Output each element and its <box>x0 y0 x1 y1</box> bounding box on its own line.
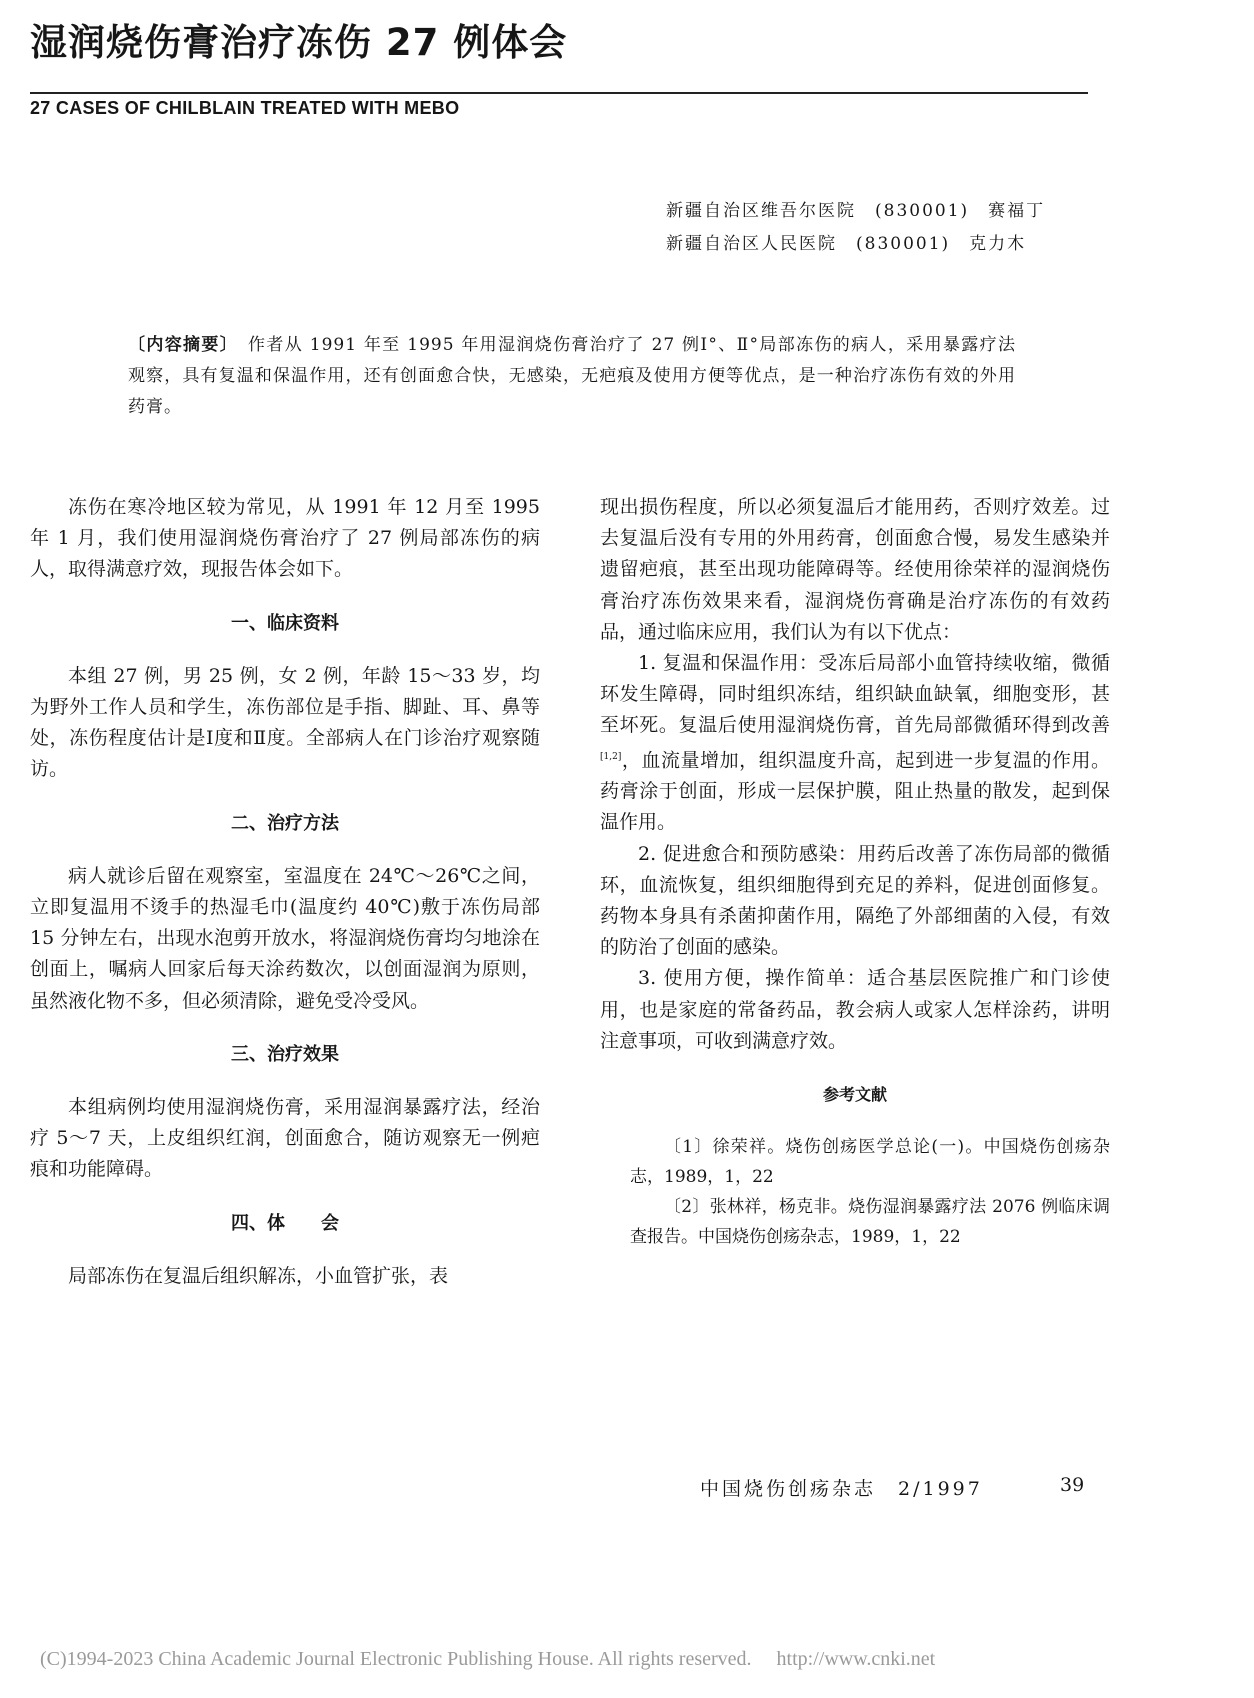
section-1-paragraph: 本组 27 例，男 25 例，女 2 例，年龄 15～33 岁，均为野外工作人员和学生，冻伤部位是手指、脚趾、耳、鼻等处，冻伤程度估计是Ⅰ度和Ⅱ度。全部病人在门诊治疗观察随访。 <box>30 664 540 781</box>
footer-journal: 中国烧伤创疡杂志 2/1997 <box>700 1478 983 1500</box>
section-3-paragraph: 本组病例均使用湿润烧伤膏，采用湿润暴露疗法，经治疗 5～7 天，上皮组织红润，创面愈合，随访观察无一例疤痕和功能障碍。 <box>30 1096 540 1181</box>
reference-2: 〔2〕张林祥，杨克非。烧伤湿润暴露疗法 2076 例临床调查报告。中国烧伤创疡杂志，1989，1，22 <box>630 1197 1110 1248</box>
references-heading: 参考文献 <box>822 1084 887 1104</box>
advantage-1-text: 1. 复温和保温作用：受冻后局部小血管持续收缩，微循环发生障碍，同时组织冻结，组织缺血缺氧，细胞变形，甚至坏死。复温后使用湿润烧伤膏，首先局部微循环得到改善 <box>600 652 1110 737</box>
advantage-1-text-rest: ，血流量增加，组织温度升高，起到进一步复温的作用。药膏涂于创面，形成一层保护膜，阻止热量的散发，起到保温作用。 <box>600 748 1110 834</box>
section-heading-3: 三、治疗效果 <box>231 1043 339 1065</box>
section-heading-2: 二、治疗方法 <box>231 812 339 834</box>
abstract-text: 作者从 1991 年至 1995 年用湿润烧伤膏治疗了 27 例Ⅰ°、Ⅱ°局部冻伤的病人，采用暴露疗法观察，具有复温和保温作用，还有创面愈合快，无感染，无疤痕及使用方便等优点，是一种治疗冻伤有效的外用药膏。 <box>128 335 1016 417</box>
affiliation-1: 新疆自治区维吾尔医院 (830001) 赛福丁 <box>666 201 1046 221</box>
english-title: 27 CASES OF CHILBLAIN TREATED WITH MEBO <box>30 98 460 118</box>
title-divider <box>30 92 1088 94</box>
section-heading-1: 一、临床资料 <box>231 612 339 634</box>
reference-1: 〔1〕徐荣祥。烧伤创疡医学总论(一)。中国烧伤创疡杂志，1989，1，22 <box>630 1137 1110 1188</box>
copyright-notice: (C)1994-2023 China Academic Journal Electronic Publishing House. All rights reserved. http://www.cnki.net <box>40 1648 936 1670</box>
article-title: 湿润烧伤膏治疗冻伤 27 例体会 <box>30 21 568 64</box>
abstract <box>128 330 1016 423</box>
continued-paragraph: 现出损伤程度，所以必须复温后才能用药，否则疗效差。过去复温后没有专用的外用药膏，创面愈合慢，易发生感染并遗留疤痕，甚至出现功能障碍等。经使用徐荣祥的湿润烧伤膏治疗冻伤效果来看，湿润烧伤膏确是治疗冻伤的有效药品，通过临床应用，我们认为有以下优点： <box>600 496 1110 643</box>
advantage-3-paragraph: 3. 使用方便，操作简单：适合基层医院推广和门诊使用，也是家庭的常备药品，教会病人或家人怎样涂药，讲明注意事项，可收到满意疗效。 <box>600 967 1110 1052</box>
page-number: 39 <box>1060 1474 1085 1496</box>
section-heading-4: 四、体 会 <box>231 1212 339 1234</box>
abstract-label: 〔内容摘要〕 <box>128 335 230 355</box>
intro-paragraph: 冻伤在寒冷地区较为常见，从 1991 年 12 月至 1995 年 1 月，我们使用湿润烧伤膏治疗了 27 例局部冻伤的病人，取得满意疗效，现报告体会如下。 <box>30 496 540 581</box>
citation-superscript: [1,2] <box>600 751 622 762</box>
left-column <box>30 492 540 1292</box>
advantage-1-paragraph <box>600 648 1110 839</box>
advantage-2-paragraph: 2. 促进愈合和预防感染：用药后改善了冻伤局部的微循环，血流恢复，组织细胞得到充足的养料，促进创面修复。药物本身具有杀菌抑菌作用，隔绝了外部细菌的入侵，有效的防治了创面的感染。 <box>600 842 1110 959</box>
section-2-paragraph: 病人就诊后留在观察室，室温度在 24℃～26℃之间，立即复温用不烫手的热湿毛巾(温度约 40℃)敷于冻伤局部 15 分钟左右，出现水泡剪开放水，将湿润烧伤膏均匀地涂在创面上，嘱病人回家后每天涂药数次，以创面湿润为原则，虽然液化物不多，但必须清除，避免受冷受风。 <box>30 864 540 1012</box>
affiliation-2: 新疆自治区人民医院 (830001) 克力木 <box>666 234 1027 254</box>
references-list <box>600 1132 1110 1252</box>
section-4-paragraph: 局部冻伤在复温后组织解冻，小血管扩张，表 <box>68 1264 449 1287</box>
right-column <box>600 492 1110 1252</box>
